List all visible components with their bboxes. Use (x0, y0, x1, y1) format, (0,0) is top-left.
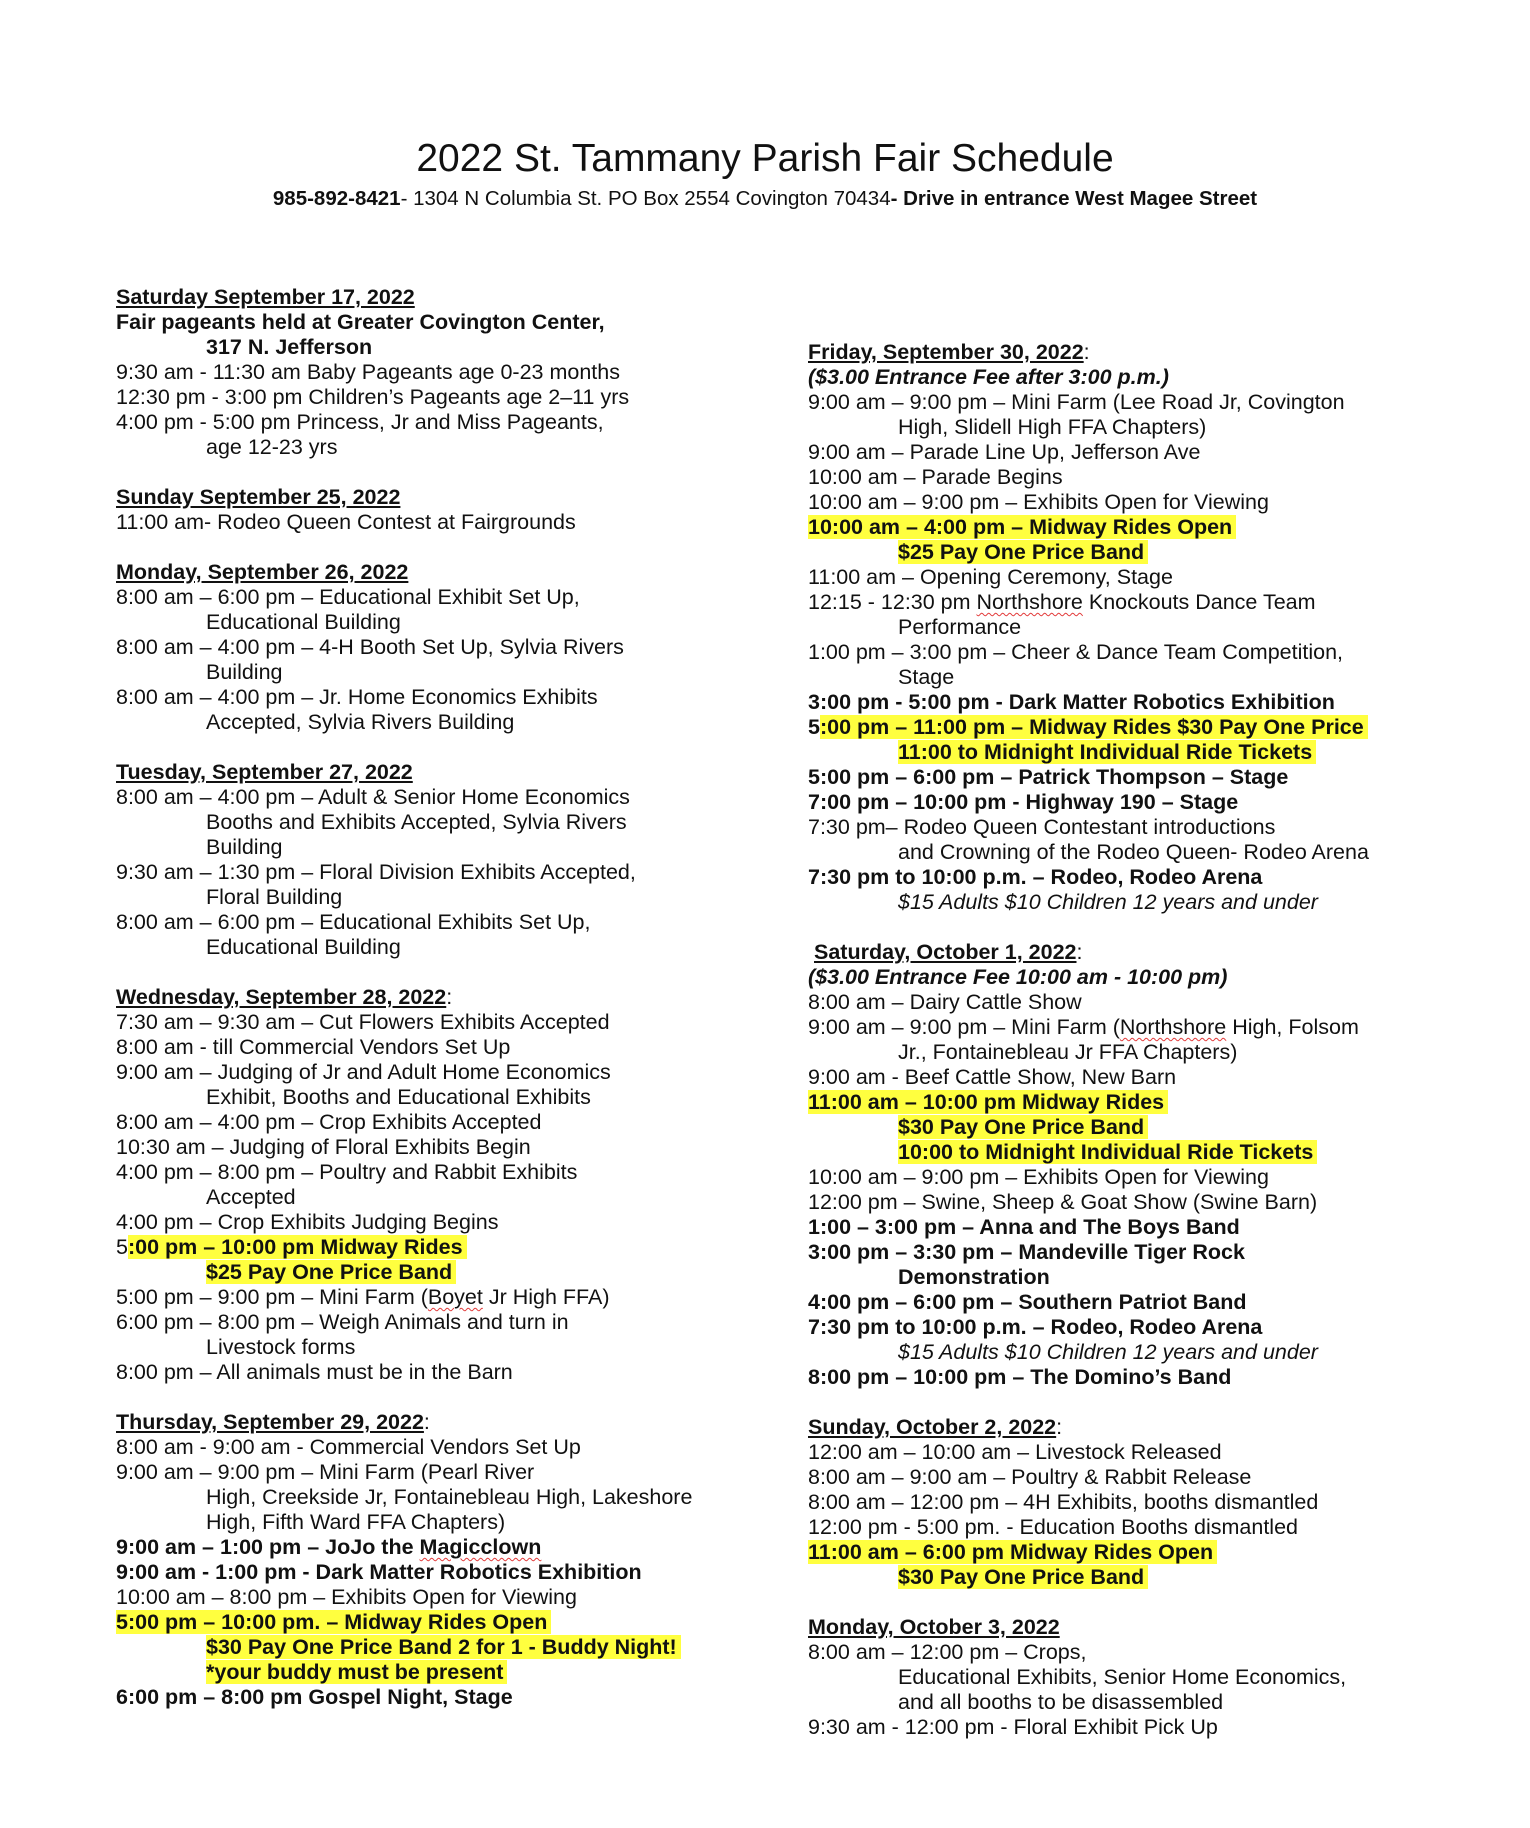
highlighted-line (808, 515, 1448, 540)
schedule-line: Floral Building (206, 885, 343, 909)
section-heading: Monday, October 3, 2022 (808, 1615, 1060, 1639)
schedule-line: 317 N. Jefferson (206, 335, 373, 359)
schedule-line: 8:00 am – 6:00 pm – Educational Exhibits Set Up, (116, 910, 591, 934)
section-wed-sep-28 (116, 985, 736, 1385)
pay-one-price-highlight: $30 Pay One Price Band (898, 1565, 1148, 1589)
section-sun-sep-25 (116, 485, 736, 535)
schedule-line: 12:30 pm - 3:00 pm Children’s Pageants age 2–11 yrs (116, 385, 630, 409)
schedule-line: Accepted, Sylvia Rivers Building (206, 710, 515, 734)
schedule-line: Building (206, 835, 283, 859)
schedule-line: 4:00 pm – 6:00 pm – Southern Patriot Band (808, 1290, 1247, 1314)
section-heading: Friday, September 30, 2022 (808, 340, 1084, 364)
schedule-line: age 12-23 yrs (206, 435, 338, 459)
section-sat-sep-17 (116, 285, 736, 460)
section-heading-row (116, 985, 736, 1010)
schedule-line: 9:00 am - 1:00 pm - Dark Matter Robotics Exhibition (116, 1560, 642, 1584)
schedule-line: 11:00 am – Opening Ceremony, Stage (808, 565, 1173, 589)
schedule-line: Fair pageants held at Greater Covington Center, (116, 310, 605, 334)
section-fri-sep-30 (808, 340, 1448, 915)
schedule-line: 8:00 am – 4:00 pm – Adult & Senior Home Economics (116, 785, 630, 809)
schedule-line: 9:30 am - 12:00 pm - Floral Exhibit Pick Up (808, 1715, 1218, 1739)
buddy-night-highlight: $30 Pay One Price Band 2 for 1 - Buddy Night! (206, 1635, 681, 1659)
section-heading: Sunday, October 2, 2022 (808, 1415, 1057, 1439)
schedule-line: 10:00 am – 8:00 pm – Exhibits Open for Viewing (116, 1585, 577, 1609)
highlighted-line (116, 1660, 736, 1685)
ride-tickets-highlight: 11:00 to Midnight Individual Ride Tickets (898, 740, 1316, 764)
schedule-line: Booths and Exhibits Accepted, Sylvia Rivers (206, 810, 627, 834)
section-sun-oct-2 (808, 1415, 1448, 1590)
schedule-line (116, 1535, 736, 1560)
phone-number: 985-892-8421 (272, 187, 401, 210)
schedule-line: 9:00 am – 9:00 pm – Mini Farm (Lee Road Jr, Covington (808, 390, 1345, 414)
midway-rides-highlight: 11:00 am – 6:00 pm Midway Rides Open (808, 1540, 1217, 1564)
spellcheck-word: Boyet (427, 1285, 483, 1309)
section-heading-row (116, 1410, 736, 1435)
section-heading: Thursday, September 29, 2022 (116, 1410, 424, 1434)
schedule-line: High, Fifth Ward FFA Chapters) (206, 1510, 506, 1534)
left-column (116, 285, 736, 1735)
entrance-fee-note: ($3.00 Entrance Fee 10:00 am - 10:00 pm) (808, 965, 1228, 989)
address: - 1304 N Columbia St. PO Box 2554 Covington 70434 (400, 187, 891, 210)
ride-tickets-highlight: 10:00 to Midnight Individual Ride Tickets (898, 1140, 1317, 1164)
highlighted-line (808, 540, 1448, 565)
schedule-line: Performance (898, 615, 1022, 639)
schedule-line: 3:00 pm - 5:00 pm - Dark Matter Robotics Exhibition (808, 690, 1335, 714)
highlighted-line (808, 1115, 1448, 1140)
schedule-line: 7:30 pm– Rodeo Queen Contestant introductions (808, 815, 1276, 839)
highlighted-line (808, 1565, 1448, 1590)
schedule-line: 9:00 am – Parade Line Up, Jefferson Ave (808, 440, 1201, 464)
schedule-line: 6:00 pm – 8:00 pm Gospel Night, Stage (116, 1685, 513, 1709)
text-run: Jr High FFA) (482, 1285, 610, 1309)
section-heading: Saturday September 17, 2022 (116, 285, 415, 309)
schedule-line: 10:30 am – Judging of Floral Exhibits Begin (116, 1135, 531, 1159)
schedule-line: 10:00 am – 9:00 pm – Exhibits Open for Viewing (808, 490, 1269, 514)
highlighted-line (808, 740, 1448, 765)
highlighted-line (116, 1635, 736, 1660)
highlighted-line (116, 1260, 736, 1285)
right-column (808, 340, 1448, 1765)
schedule-line: 8:00 am – Dairy Cattle Show (808, 990, 1082, 1014)
schedule-line: Exhibit, Booths and Educational Exhibits (206, 1085, 591, 1109)
text-run: 5:00 pm – 9:00 pm – Mini Farm ( (116, 1285, 428, 1309)
section-mon-oct-3 (808, 1615, 1448, 1740)
schedule-line: 8:00 pm – All animals must be in the Barn (116, 1360, 513, 1384)
schedule-line: 8:00 pm – 10:00 pm – The Domino’s Band (808, 1365, 1232, 1389)
section-mon-sep-26 (116, 560, 736, 735)
schedule-line: 8:00 am – 12:00 pm – Crops, (808, 1640, 1087, 1664)
section-sat-oct-1 (808, 940, 1448, 1390)
spellcheck-word: Northshore (1119, 1015, 1227, 1039)
section-heading: Monday, September 26, 2022 (116, 560, 409, 584)
midway-rides-highlight: 10:00 am – 4:00 pm – Midway Rides Open (808, 515, 1236, 539)
schedule-line: 8:00 am – 9:00 am – Poultry & Rabbit Release (808, 1465, 1252, 1489)
schedule-line: 6:00 pm – 8:00 pm – Weigh Animals and turn in (116, 1310, 569, 1334)
section-heading-row (808, 1415, 1448, 1440)
pay-one-price-highlight: $25 Pay One Price Band (206, 1260, 456, 1284)
pay-one-price-highlight: $30 Pay One Price Band (898, 1115, 1148, 1139)
highlighted-line (116, 1235, 736, 1260)
heading-colon: : (446, 985, 453, 1009)
schedule-line: Educational Building (206, 610, 401, 634)
time-digit: 5 (116, 1235, 128, 1259)
section-heading: Saturday, October 1, 2022 (814, 940, 1077, 964)
highlighted-line (808, 1090, 1448, 1115)
schedule-line: 1:00 – 3:00 pm – Anna and The Boys Band (808, 1215, 1240, 1239)
section-heading: Sunday September 25, 2022 (116, 485, 401, 509)
heading-colon: : (1083, 340, 1090, 364)
schedule-line: 7:30 am – 9:30 am – Cut Flowers Exhibits Accepted (116, 1010, 610, 1034)
highlighted-line (808, 1140, 1448, 1165)
price-note: $15 Adults $10 Children 12 years and under (898, 890, 1318, 914)
schedule-line: 9:00 am - Beef Cattle Show, New Barn (808, 1065, 1177, 1089)
schedule-line: 12:00 pm - 5:00 pm. - Education Booths dismantled (808, 1515, 1298, 1539)
midway-rides-highlight: 5:00 pm – 10:00 pm. – Midway Rides Open (116, 1610, 551, 1634)
section-heading: Tuesday, September 27, 2022 (116, 760, 413, 784)
text-run: 9:00 am – 1:00 pm – JoJo the (116, 1535, 420, 1559)
schedule-line (808, 1015, 1448, 1040)
schedule-line: Building (206, 660, 283, 684)
schedule-line: 4:00 pm – 8:00 pm – Poultry and Rabbit Exhibits (116, 1160, 578, 1184)
schedule-line: Livestock forms (206, 1335, 356, 1359)
schedule-line: 10:00 am – 9:00 pm – Exhibits Open for Viewing (808, 1165, 1269, 1189)
heading-colon: : (1056, 1415, 1063, 1439)
highlighted-line (808, 715, 1448, 740)
schedule-line: 9:30 am – 1:30 pm – Floral Division Exhibits Accepted, (116, 860, 636, 884)
schedule-line: 8:00 am – 4:00 pm – 4-H Booth Set Up, Sylvia Rivers (116, 635, 624, 659)
schedule-line: and all booths to be disassembled (898, 1690, 1224, 1714)
schedule-line (808, 590, 1448, 615)
schedule-line: High, Creekside Jr, Fontainebleau High, Lakeshore (206, 1485, 693, 1509)
schedule-line: 8:00 am – 12:00 pm – 4H Exhibits, booths dismantled (808, 1490, 1319, 1514)
midway-rides-highlight: :00 pm – 10:00 pm Midway Rides (128, 1235, 467, 1259)
schedule-line: 8:00 am - till Commercial Vendors Set Up (116, 1035, 511, 1059)
schedule-line: 8:00 am – 4:00 pm – Jr. Home Economics Exhibits (116, 685, 598, 709)
price-note: $15 Adults $10 Children 12 years and under (898, 1340, 1318, 1364)
schedule-line: 12:00 pm – Swine, Sheep & Goat Show (Swine Barn) (808, 1190, 1318, 1214)
schedule-line: Stage (898, 665, 955, 689)
schedule-line: 7:30 pm to 10:00 p.m. – Rodeo, Rodeo Arena (808, 1315, 1263, 1339)
schedule-line: 9:00 am – 9:00 pm – Mini Farm (Pearl River (116, 1460, 535, 1484)
schedule-line: 10:00 am – Parade Begins (808, 465, 1063, 489)
entrance-note: - Drive in entrance West Magee Street (890, 187, 1258, 210)
schedule-line: 4:00 pm - 5:00 pm Princess, Jr and Miss Pageants, (116, 410, 604, 434)
schedule-line: 9:30 am - 11:30 am Baby Pageants age 0-23 months (116, 360, 620, 384)
schedule-line: 8:00 am - 9:00 am - Commercial Vendors Set Up (116, 1435, 581, 1459)
pay-one-price-highlight: $25 Pay One Price Band (898, 540, 1148, 564)
heading-colon: : (1076, 940, 1083, 964)
schedule-line: 9:00 am – Judging of Jr and Adult Home Economics (116, 1060, 611, 1084)
schedule-line: 3:00 pm – 3:30 pm – Mandeville Tiger Rock (808, 1240, 1245, 1264)
schedule-line (116, 1285, 736, 1310)
schedule-line: Accepted (206, 1185, 296, 1209)
section-heading-row (808, 340, 1448, 365)
schedule-line: 1:00 pm – 3:00 pm – Cheer & Dance Team Competition, (808, 640, 1344, 664)
section-thu-sep-29 (116, 1410, 736, 1710)
entrance-fee-note: ($3.00 Entrance Fee after 3:00 p.m.) (808, 365, 1169, 389)
schedule-line: Educational Exhibits, Senior Home Economics, (898, 1665, 1347, 1689)
schedule-line: 5:00 pm – 6:00 pm – Patrick Thompson – Stage (808, 765, 1289, 789)
text-run: 9:00 am – 9:00 pm – Mini Farm ( (808, 1015, 1120, 1039)
schedule-line: Jr., Fontainebleau Jr FFA Chapters) (898, 1040, 1238, 1064)
text-run: Knockouts Dance Team (1082, 590, 1316, 614)
highlighted-line (808, 1540, 1448, 1565)
section-heading-row (808, 940, 1448, 965)
text-run: 12:15 - 12:30 pm (808, 590, 977, 614)
section-heading: Wednesday, September 28, 2022 (116, 985, 447, 1009)
page-title: 2022 St. Tammany Parish Fair Schedule (416, 137, 1114, 180)
text-run: High, Folsom (1226, 1015, 1359, 1039)
schedule-line: 12:00 am – 10:00 am – Livestock Released (808, 1440, 1222, 1464)
highlighted-line (116, 1610, 736, 1635)
spellcheck-word: Northshore (976, 590, 1083, 614)
heading-colon: : (423, 1410, 430, 1434)
schedule-line: 8:00 am – 4:00 pm – Crop Exhibits Accepted (116, 1110, 542, 1134)
schedule-line: Educational Building (206, 935, 401, 959)
midway-rides-highlight: 11:00 am – 10:00 pm Midway Rides (808, 1090, 1168, 1114)
schedule-line: 4:00 pm – Crop Exhibits Judging Begins (116, 1210, 499, 1234)
schedule-line: 7:30 pm to 10:00 p.m. – Rodeo, Rodeo Arena (808, 865, 1263, 889)
spellcheck-word: Magicclown (419, 1535, 542, 1559)
schedule-line: and Crowning of the Rodeo Queen- Rodeo Arena (898, 840, 1369, 864)
buddy-note-highlight: *your buddy must be present (206, 1660, 507, 1684)
schedule-line: Demonstration (898, 1265, 1050, 1289)
section-tue-sep-27 (116, 760, 736, 960)
schedule-line: High, Slidell High FFA Chapters) (898, 415, 1207, 439)
schedule-line: 8:00 am – 6:00 pm – Educational Exhibit Set Up, (116, 585, 580, 609)
contact-line (0, 186, 1530, 212)
schedule-line: 11:00 am- Rodeo Queen Contest at Fairgrounds (116, 510, 576, 534)
midway-rides-highlight: :00 pm – 11:00 pm – Midway Rides $30 Pay One Price (820, 715, 1368, 739)
time-digit: 5 (808, 715, 820, 739)
schedule-line: 7:00 pm – 10:00 pm - Highway 190 – Stage (808, 790, 1239, 814)
